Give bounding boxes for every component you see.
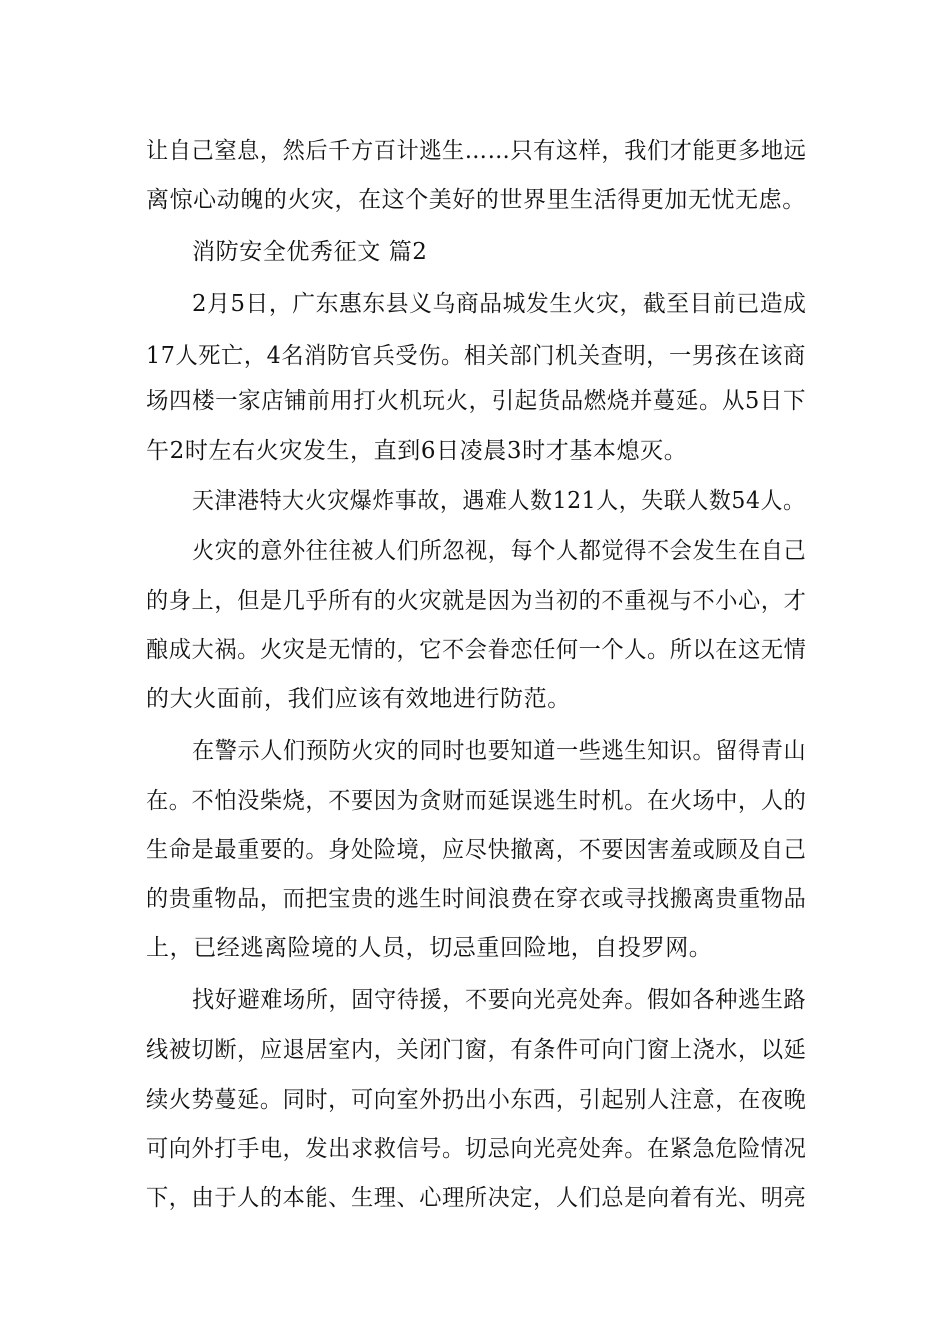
text-line: 在警示人们预防火灾的同时也要知道一些逃生知识。留得青山 bbox=[192, 738, 807, 764]
text-line: 续火势蔓延。同时，可向室外扔出小东西，引起别人注意，在夜晚 bbox=[146, 1087, 807, 1113]
text-line: 离惊心动魄的火灾，在这个美好的世界里生活得更加无忧无虑。 bbox=[146, 187, 806, 213]
text-line: 线被切断，应退居室内，关闭门窗，有条件可向门窗上浇水，以延 bbox=[146, 1037, 807, 1063]
text-line: 让自己窒息，然后千方百计逃生……只有这样，我们才能更多地远 bbox=[146, 138, 807, 164]
text-line: 上，已经逃离险境的人员，切忌重回险地，自投罗网。 bbox=[146, 935, 713, 961]
text-line: 午2时左右火灾发生，直到6日凌晨3时才基本熄灭。 bbox=[146, 438, 688, 464]
text-line: 可向外打手电，发出求救信号。切忌向光亮处奔。在紧急危险情况 bbox=[146, 1136, 807, 1162]
text-line: 下，由于人的本能、生理、心理所决定，人们总是向着有光、明亮 bbox=[146, 1185, 807, 1211]
text-line: 生命是最重要的。身处险境，应尽快撤离，不要因害羞或顾及自己 bbox=[146, 837, 807, 863]
text-line: 在。不怕没柴烧，不要因为贪财而延误逃生时机。在火场中，人的 bbox=[146, 788, 807, 814]
text-line: 的大火面前，我们应该有效地进行防范。 bbox=[146, 686, 571, 712]
text-line: 酿成大祸。火灾是无情的，它不会眷恋任何一个人。所以在这无情 bbox=[146, 637, 807, 663]
text-line: 场四楼一家店铺前用打火机玩火，引起货品燃烧并蔓延。从5日下 bbox=[146, 388, 807, 414]
text-line: 的身上，但是几乎所有的火灾就是因为当初的不重视与不小心，才 bbox=[146, 588, 807, 614]
text-line: 2月5日，广东惠东县义乌商品城发生火灾，截至目前已造成 bbox=[192, 291, 807, 317]
text-line: 火灾的意外往往被人们所忽视，每个人都觉得不会发生在自己 bbox=[192, 538, 807, 564]
text-line: 天津港特大火灾爆炸事故，遇难人数121人，失联人数54人。 bbox=[192, 488, 806, 514]
section-heading: 消防安全优秀征文 篇2 bbox=[192, 239, 428, 265]
text-line: 的贵重物品，而把宝贵的逃生时间浪费在穿衣或寻找搬离贵重物品 bbox=[146, 886, 807, 912]
text-line: 找好避难场所，固守待援，不要向光亮处奔。假如各种逃生路 bbox=[192, 987, 807, 1013]
text-line: 17人死亡，4名消防官兵受伤。相关部门机关查明，一男孩在该商 bbox=[146, 343, 806, 369]
